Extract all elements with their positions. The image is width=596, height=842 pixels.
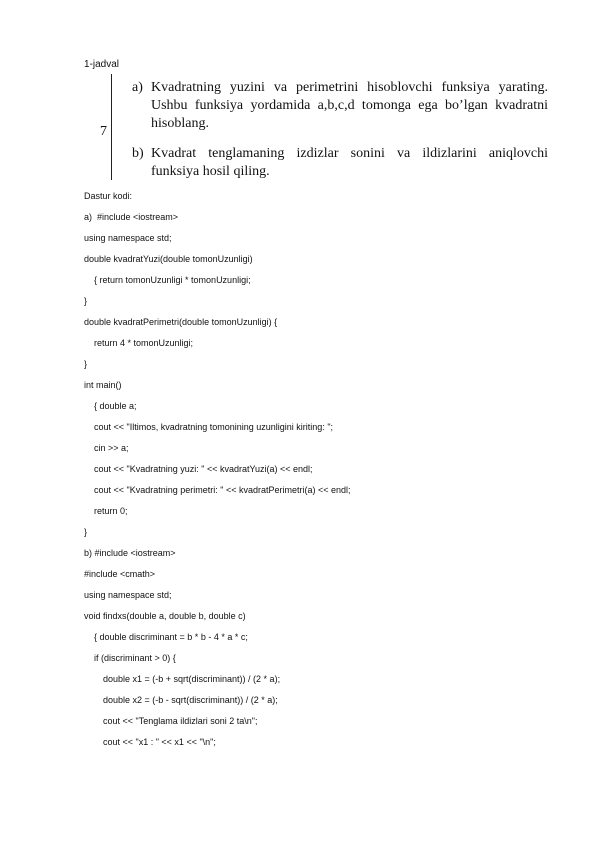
code-line: if (discriminant > 0) { <box>94 653 176 663</box>
code-line: double x2 = (-b - sqrt(discriminant)) / (2 * a); <box>103 695 278 705</box>
task-b <box>132 145 548 181</box>
code-line: } <box>84 527 88 537</box>
code-line: a) #include <iostream> <box>84 212 179 222</box>
code-line: double kvadratYuzi(double tomonUzunligi) <box>84 254 253 264</box>
code-line: cin >> a; <box>94 443 129 453</box>
code-line: cout << "x1 : " << x1 << "\n"; <box>103 737 216 747</box>
code-line: return 4 * tomonUzunligi; <box>94 338 194 348</box>
task-b-marker: b) <box>132 146 144 161</box>
code-line: cout << "Tenglama ildizlari soni 2 ta\n"; <box>103 716 258 726</box>
code-line: { double a; <box>94 401 137 411</box>
code-line: double kvadratPerimetri(double tomonUzunligi) { <box>84 317 278 327</box>
task-a <box>132 79 548 133</box>
task-a-line: Kvadratning yuzini va perimetrini hisoblovchi funksiya yarating. <box>151 80 548 95</box>
task-b-line: Kvadrat tenglamaning izdizlar sonini va ildizlarini aniqlovchi <box>151 146 548 161</box>
code-line: using namespace std; <box>84 590 172 600</box>
task-table <box>84 74 564 180</box>
task-a-line: hisoblang. <box>151 116 209 131</box>
task-a-line: Ushbu funksiya yordamida a,b,c,d tomonga ega bo’lgan kvadratni <box>151 98 548 113</box>
code-line: } <box>84 296 88 306</box>
code-line: } <box>84 359 88 369</box>
task-a-marker: a) <box>132 80 143 95</box>
code-line: { double discriminant = b * b - 4 * a * c; <box>94 632 248 642</box>
code-line: int main() <box>84 380 122 390</box>
code-line: cout << "Kvadratning yuzi: " << kvadratYuzi(a) << endl; <box>94 464 313 474</box>
task-number-cell <box>84 74 112 180</box>
page-label: 1-jadval <box>84 59 120 70</box>
code-line: cout << "Kvadratning perimetri: " << kvadratPerimetri(a) << endl; <box>94 485 351 495</box>
code-line: return 0; <box>94 506 128 516</box>
code-line: #include <cmath> <box>84 569 156 579</box>
task-number: 7 <box>100 124 107 139</box>
code-line: cout << "Iltimos, kvadratning tomonining uzunligini kiriting: "; <box>94 422 334 432</box>
code-line: double x1 = (-b + sqrt(discriminant)) / (2 * a); <box>103 674 281 684</box>
code-line: { return tomonUzunligi * tomonUzunligi; <box>94 275 251 285</box>
code-line: void findxs(double a, double b, double c) <box>84 611 246 621</box>
code-line: using namespace std; <box>84 233 172 243</box>
code-line: b) #include <iostream> <box>84 548 176 558</box>
code-heading: Dastur kodi: <box>84 191 133 201</box>
task-b-line: funksiya hosil qiling. <box>151 164 270 179</box>
